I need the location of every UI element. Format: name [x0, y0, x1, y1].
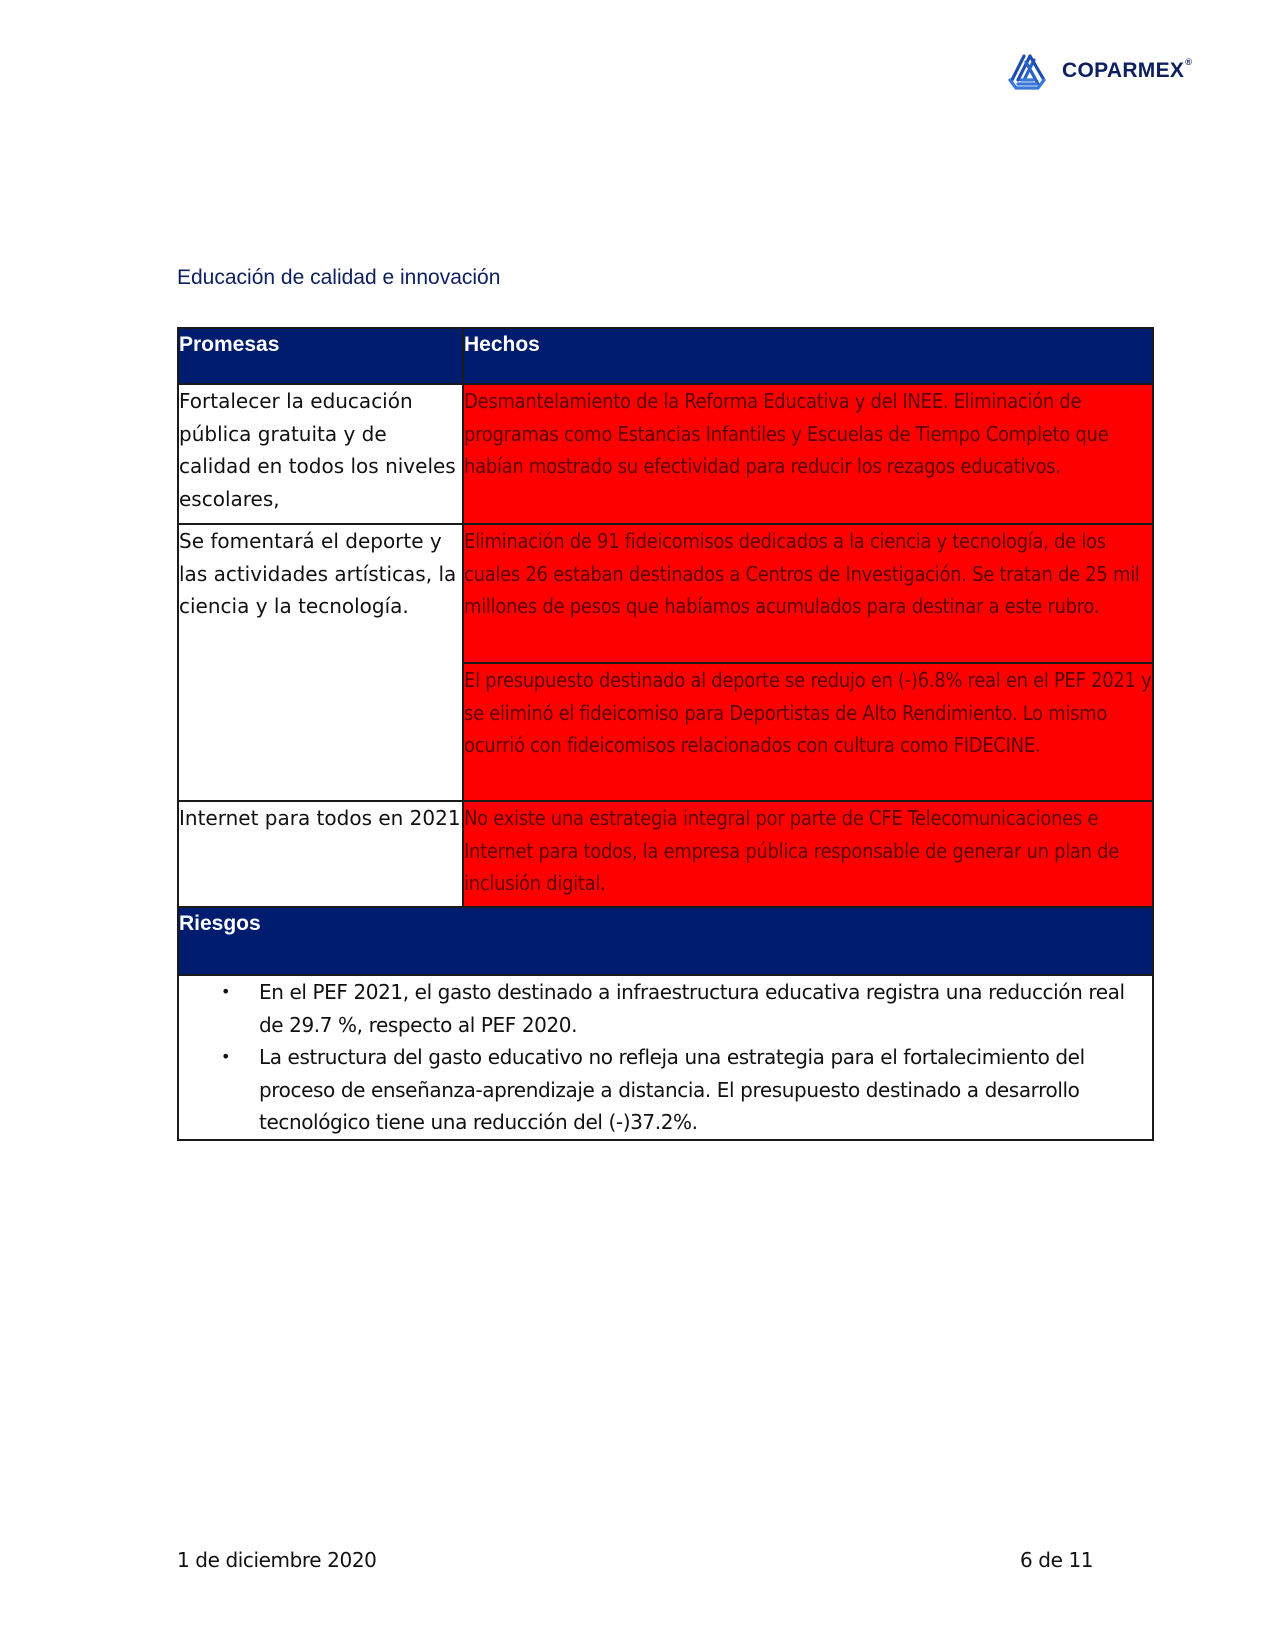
footer-date: 1 de diciembre 2020 — [177, 1548, 377, 1572]
promesa-cell: Fortalecer la educación pública gratuita y de calidad en todos los niveles escolares, — [178, 384, 463, 524]
table-row — [178, 384, 1153, 524]
promesa-cell: Internet para todos en 2021 — [178, 801, 463, 907]
coparmex-triangle-logo-icon — [1004, 50, 1050, 92]
promesas-hechos-table — [177, 327, 1154, 1141]
hecho-cell: Eliminación de 91 fideicomisos dedicados a la ciencia y tecnología, de los cuales 26 estaban destinados a Centros de Investigación. Se tratan de 25 mil millones de pesos que habíamos acumulados para destinar a este rubro. — [463, 524, 1153, 663]
riesgos-header-row — [178, 907, 1153, 975]
section-title: Educación de calidad e innovación — [177, 266, 501, 289]
promesa-cell: Se fomentará el deporte y las actividades artísticas, la ciencia y la tecnología. — [178, 524, 463, 801]
column-header-promesas: Promesas — [178, 328, 463, 384]
hecho-cell: No existe una estrategia integral por parte de CFE Telecomunicaciones e Internet para todos, la empresa pública responsable de generar un plan de inclusión digital. — [463, 801, 1153, 907]
list-item: • En el PEF 2021, el gasto destinado a infraestructura educativa registra una reducción real de 29.7 %, respecto al PEF 2020. — [259, 976, 1152, 1041]
riesgos-body — [178, 975, 1153, 1140]
hecho-cell: El presupuesto destinado al deporte se redujo en (-)6.8% real en el PEF 2021 y se eliminó el fideicomiso para Deportistas de Alto Rendimiento. Lo mismo ocurrió con fideicomisos relacionados con cultura como FIDECINE. — [463, 663, 1153, 801]
footer-page-number: 6 de 11 — [1020, 1548, 1094, 1572]
table-row — [178, 801, 1153, 907]
table-row — [178, 524, 1153, 663]
bullet-icon: • — [221, 982, 231, 1001]
hecho-cell: Desmantelamiento de la Reforma Educativa y del INEE. Eliminación de programas como Estancias Infantiles y Escuelas de Tiempo Completo que habían mostrado su efectividad para reducir los rezagos educativos. — [463, 384, 1153, 524]
riesgos-header: Riesgos — [178, 907, 1153, 975]
column-header-hechos: Hechos — [463, 328, 1153, 384]
riesgos-list — [179, 976, 1152, 1139]
bullet-icon: • — [221, 1047, 231, 1066]
coparmex-logo — [1004, 50, 1192, 92]
logo-wordmark: COPARMEX® — [1062, 57, 1193, 82]
list-item: • La estructura del gasto educativo no refleja una estrategia para el fortalecimiento del proceso de enseñanza-aprendizaje a distancia. El presupuesto destinado a desarrollo tecnológico tiene una reducción del (-)37.2%. — [259, 1041, 1152, 1139]
table-header-row — [178, 328, 1153, 384]
riesgos-body-row — [178, 975, 1153, 1140]
